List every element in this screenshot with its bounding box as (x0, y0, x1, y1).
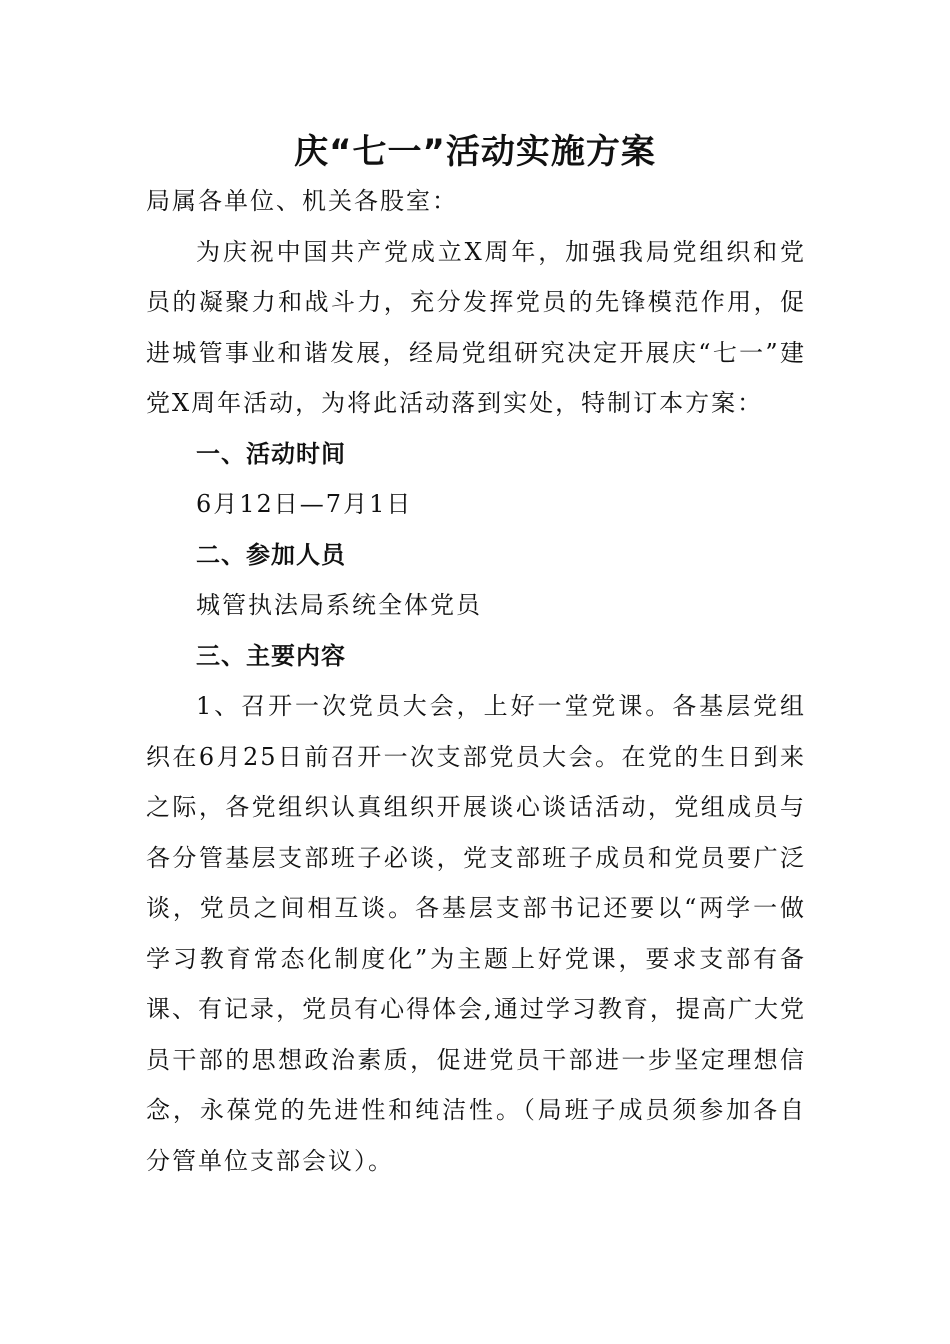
section-content-time: 6月12日—7月1日 (196, 490, 413, 518)
section-content-participants: 城管执法局系统全体党员 (196, 591, 482, 619)
salutation: 局属各单位、机关各股室： (146, 187, 458, 215)
section-content-main: 1、召开一次党员大会，上好一堂党课。各基层党组织在6月25日前召开一次支部党员大会。在党的生日到来之际，各党组织认真组织开展谈心谈话活动，党组成员与各分管基层支部班子必谈，党支部班子成员和党员要广泛谈，党员之间相互谈。各基层支部书记还要以“两学一做学习教育常态化制度化”为主题上好党课，要求支部有备课、有记录，党员有心得体会,通过学习教育，提高广大党员干部的思想政治素质，促进党员干部进一步坚定理想信念，永葆党的先进性和纯洁性。（局班子成员须参加各自分管单位支部会议）。 (146, 692, 806, 1175)
section-heading-content: 三、主要内容 (196, 641, 346, 670)
section-heading-time: 一、活动时间 (196, 439, 346, 468)
intro-paragraph: 为庆祝中国共产党成立X周年，加强我局党组织和党员的凝聚力和战斗力，充分发挥党员的先锋模范作用，促进城管事业和谐发展，经局党组研究决定开展庆“七一”建党X周年活动，为将此活动落到实处，特制订本方案： (146, 237, 806, 417)
document-body (146, 176, 806, 1186)
section-heading-participants: 二、参加人员 (196, 540, 346, 569)
document-title: 庆“七一”活动实施方案 (294, 132, 656, 172)
